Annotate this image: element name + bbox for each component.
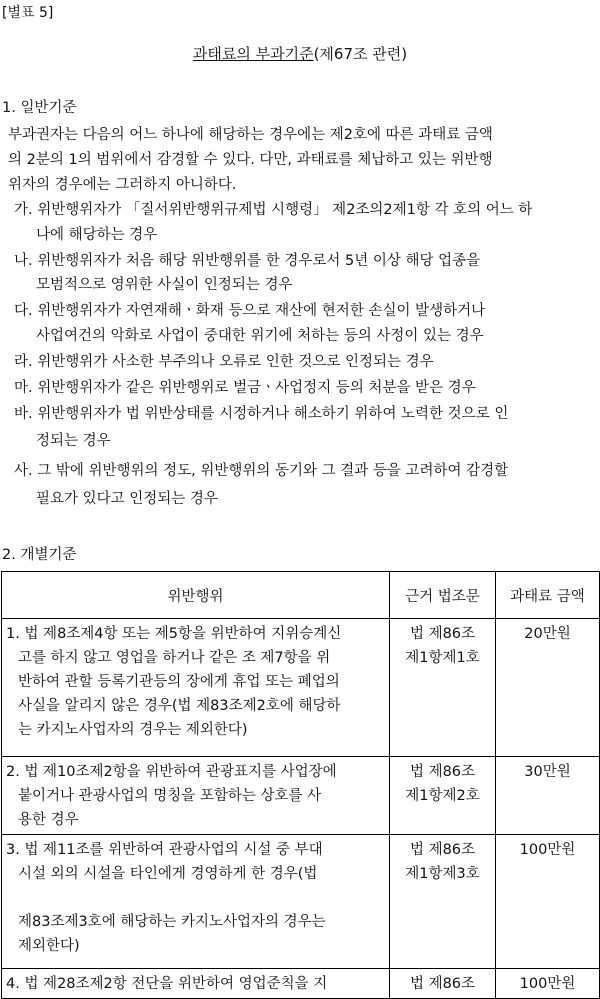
column-header: 과태료 금액 xyxy=(496,572,600,619)
item-label: 다. xyxy=(14,303,33,319)
amount-cell xyxy=(496,835,600,969)
item-line: 위반행위자가 「질서위반행위규제법 시행령」 제2조의2제1항 각 호의 어느 하 xyxy=(37,202,533,218)
basis-cell xyxy=(390,969,496,999)
violation-line: 용한 경우 xyxy=(18,812,79,828)
general-heading: 1. 일반기준 xyxy=(2,100,77,116)
table-row xyxy=(2,969,600,999)
violation-line: 1. 법 제8조제4항 또는 제5항을 위반하여 지위승계신 xyxy=(6,626,342,642)
table-row xyxy=(2,835,600,969)
item-line: 모범적으로 영위한 사실이 인정되는 경우 xyxy=(36,277,293,293)
amount-cell xyxy=(496,619,600,757)
item-label: 바. xyxy=(14,406,33,422)
item-line: 위반행위자가 자연재해ㆍ화재 등으로 재산에 현저한 손실이 발생하거나 xyxy=(37,303,486,319)
violation-cell xyxy=(2,757,390,835)
general-item xyxy=(14,299,485,320)
amount-cell xyxy=(496,757,600,835)
column-header: 위반행위 xyxy=(2,572,390,619)
item-label: 가. xyxy=(14,202,33,218)
basis-line: 법 제86조 xyxy=(409,626,476,642)
item-label: 마. xyxy=(14,380,33,396)
amount-value: 20만원 xyxy=(524,626,571,642)
violation-cell xyxy=(2,969,390,999)
item-line: 사업여건의 악화로 사업이 중대한 위기에 처하는 등의 사정이 있는 경우 xyxy=(36,328,484,344)
table-row xyxy=(2,757,600,835)
violation-line: 제외한다) xyxy=(18,938,80,954)
basis-cell xyxy=(390,619,496,757)
specific-heading: 2. 개별기준 xyxy=(2,547,77,563)
violation-line: 제83조제3호에 해당하는 카지노사업자의 경우는 xyxy=(18,914,326,930)
violation-cell xyxy=(2,619,390,757)
item-line: 위반행위자가 처음 해당 위반행위를 한 경우로서 5년 이상 해당 업종을 xyxy=(37,253,481,269)
annex-label: [별표 5] xyxy=(2,5,54,21)
general-item xyxy=(14,249,480,270)
item-line: 위반행위자가 법 위반상태를 시정하거나 해소하기 위하여 노력한 것으로 인 xyxy=(37,406,509,422)
violation-line: 고를 하지 않고 영업을 하거나 같은 조 제7항을 위 xyxy=(18,650,331,666)
amount-value: 30만원 xyxy=(524,764,571,780)
table-header-row xyxy=(2,572,600,619)
general-item xyxy=(14,459,508,480)
violation-line: 반하여 관할 등록기관등의 장에게 휴업 또는 폐업의 xyxy=(18,674,340,690)
document-title xyxy=(0,43,600,64)
item-line: 나에 해당하는 경우 xyxy=(36,227,158,243)
item-line: 필요가 있다고 인정되는 경우 xyxy=(36,491,218,507)
item-line: 위반행위자가 같은 위반행위로 벌금ㆍ사업정지 등의 처분을 받은 경우 xyxy=(37,380,476,396)
item-line: 그 밖에 위반행위의 정도, 위반행위의 동기와 그 결과 등을 고려하여 감경할 xyxy=(37,463,509,479)
violation-line: 는 카지노사업자의 경우는 제외한다) xyxy=(18,722,248,738)
violation-line: 2. 법 제10조제2항을 위반하여 관광표지를 사업장에 xyxy=(6,764,337,780)
violation-line xyxy=(6,886,385,910)
basis-cell xyxy=(390,757,496,835)
basis-line: 법 제86조 xyxy=(409,842,476,858)
column-header: 근거 법조문 xyxy=(390,572,496,619)
basis-line: 법 제86조 xyxy=(409,976,476,992)
violation-line: 붙이거나 관광사업의 명칭을 포함하는 상호를 사 xyxy=(18,788,322,804)
basis-line: 법 제86조 xyxy=(409,764,476,780)
general-intro-line: 부과권자는 다음의 어느 하나에 해당하는 경우에는 제2호에 따른 과태료 금액 xyxy=(8,127,493,143)
violation-line: 시설 외의 시설을 타인에게 경영하게 한 경우(법 xyxy=(18,866,318,882)
basis-line: 제1항제2호 xyxy=(405,788,480,804)
general-item xyxy=(14,198,532,219)
penalty-table xyxy=(1,571,600,999)
amount-value: 100만원 xyxy=(519,976,576,992)
table-row xyxy=(2,619,600,757)
general-intro-line: 위자의 경우에는 그러하지 아니하다. xyxy=(8,177,237,193)
item-label: 나. xyxy=(14,253,33,269)
basis-line: 제1항제3호 xyxy=(405,866,480,882)
violation-line: 3. 법 제11조를 위반하여 관광사업의 시설 중 부대 xyxy=(6,842,323,858)
title-main: 과태료의 부과기준 xyxy=(192,45,314,63)
general-intro-line: 의 2분의 1의 범위에서 감경할 수 있다. 다만, 과태료를 체납하고 있는 위반행 xyxy=(8,152,493,168)
general-item xyxy=(14,350,434,371)
basis-line: 제1항제1호 xyxy=(405,650,480,666)
violation-cell xyxy=(2,835,390,969)
general-item xyxy=(14,376,476,397)
amount-cell xyxy=(496,969,600,999)
item-line: 위반행위가 사소한 부주의나 오류로 인한 것으로 인정되는 경우 xyxy=(37,354,434,370)
violation-line: 사실을 알리지 않은 경우(법 제83조제2호에 해당하 xyxy=(18,698,341,714)
item-label: 라. xyxy=(14,354,33,370)
item-line: 정되는 경우 xyxy=(36,433,111,449)
violation-line: 4. 법 제28조제2항 전단을 위반하여 영업준칙을 지 xyxy=(6,976,328,992)
amount-value: 100만원 xyxy=(519,842,576,858)
title-ref: (제67조 관련) xyxy=(313,45,408,63)
general-item xyxy=(14,402,508,423)
basis-cell xyxy=(390,835,496,969)
item-label: 사. xyxy=(14,463,33,479)
